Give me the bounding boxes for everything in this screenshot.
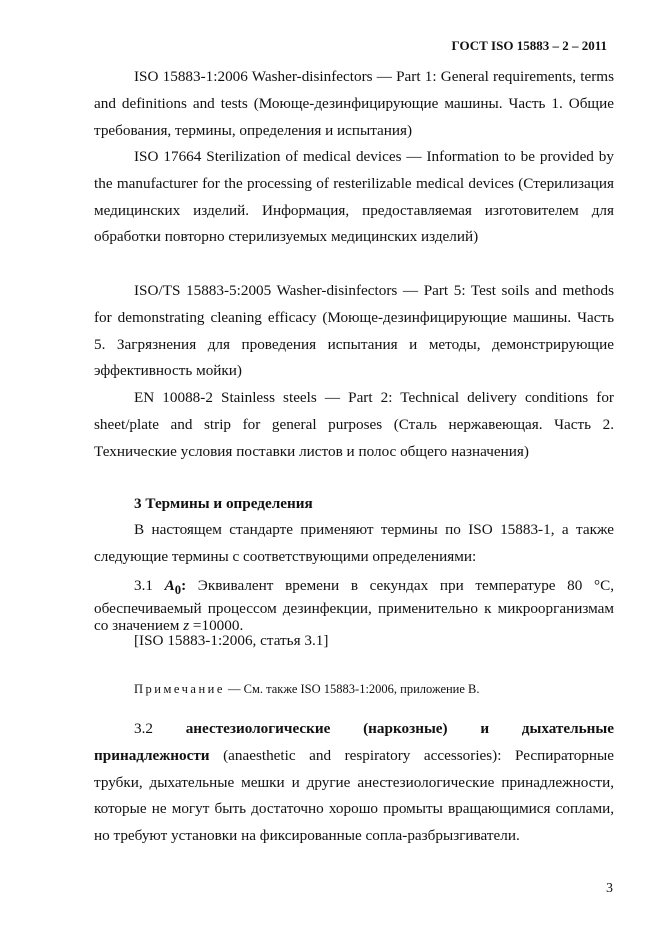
term-text-before: Эквивалент времени в секундах при температуре 80 °С, обеспечиваемый процессом дезинфекции, применительно к микроорганизмам со значением: [94, 577, 614, 635]
document-header: ГОСТ ISO 15883 – 2 – 2011: [451, 38, 607, 53]
page-number: 3: [606, 881, 613, 896]
term-symbol: A: [164, 577, 175, 594]
section-title: 3 Термины и определения: [134, 495, 313, 512]
term-definition: (anaesthetic and respiratory accessories): Респираторные трубки, дыхательные мешки и другие анестезиологические принадлежности, которые не могут быть достаточно хорошо промыты вращающимися соплами, но требуют установки на фиксированные сопла-разбрызгиватели.: [94, 746, 614, 845]
term-colon: :: [181, 577, 187, 594]
reference-en-10088-2: EN 10088-2 Stainless steels — Part 2: Technical delivery conditions for sheet/plate and strip for general purposes (Сталь нержавеющая. Часть 2. Технические условия поставки листов и полос общего назначения): [94, 389, 614, 460]
note: [134, 682, 480, 697]
term-text-after: =10000.: [189, 617, 244, 635]
term-name: анестезиологические (наркозные) и дыхательные принадлежности: [94, 720, 615, 764]
note-label: Примечание: [134, 682, 225, 696]
reference-iso-ts-15883-5: ISO/TS 15883-5:2005 Washer-disinfectors — Part 5: Test soils and methods for demonstrating cleaning efficacy (Моюще-дезинфицирующие машины. Часть 5. Загрязнения для проведения испытания и методы, демонстрирующие эффективность мойки): [94, 282, 614, 380]
term-variable: z: [183, 617, 190, 635]
term-3-1-definition: [94, 577, 614, 635]
reference-iso-15883-1: ISO 15883-1:2006 Washer-disinfectors — Part 1: General requirements, terms and definitions and tests (Моюще-дезинфицирующие машины. Часть 1. Общие требования, термины, определения и испытания): [94, 68, 614, 139]
term-3-2-definition: [94, 716, 614, 850]
note-text: — См. также ISO 15883-1:2006, приложение В.: [224, 682, 480, 696]
term-number: 3.1: [134, 577, 153, 594]
term-subscript: 0: [174, 583, 182, 598]
term-number: 3.2: [134, 720, 153, 737]
section-intro: В настоящем стандарте применяют термины по ISO 15883-1, а также следующие термины с соответствующими определениями:: [94, 521, 614, 565]
term-3-1-source: [ISO 15883-1:2006, статья 3.1]: [134, 632, 329, 649]
reference-iso-17664: ISO 17664 Sterilization of medical devices — Information to be provided by the manufacturer for the processing of resterilizable medical devices (Стерилизация медицинских изделий. Информация, предоставляемая изготовителем для обработки повторно стерилизуемых медицинских изделий): [94, 148, 614, 246]
